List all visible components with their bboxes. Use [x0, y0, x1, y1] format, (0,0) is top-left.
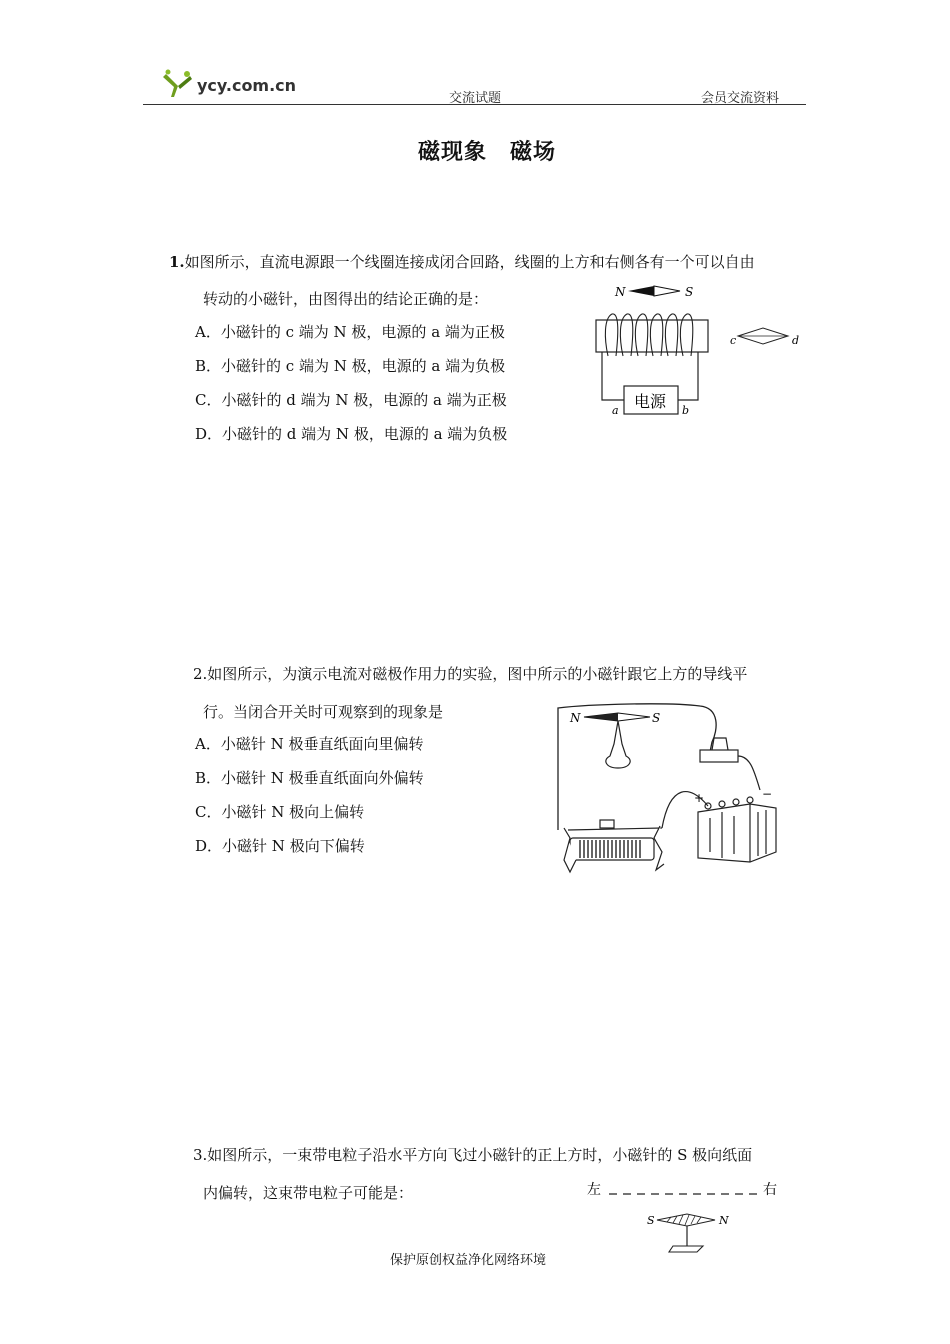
fig1-a-label: a — [612, 404, 619, 417]
fig1-source-label: 电源 — [634, 392, 667, 411]
fig1-top-needle-dark — [628, 286, 654, 296]
fig2-needle-dark-half — [584, 713, 618, 721]
fig1-c-label: c — [730, 334, 737, 347]
header-right-text: 会员交流资料 — [701, 91, 780, 106]
page-title: 磁现象 磁场 — [418, 140, 557, 165]
question-2-line-2: 行。当闭合开关时可观察到的现象是 — [203, 703, 444, 721]
question-2-figure — [550, 700, 790, 880]
question-1-option-c: C．小磁针的 d 端为 N 极，电源的 a 端为正极 — [195, 391, 507, 409]
question-2-option-c: C．小磁针 N 极向上偏转 — [195, 803, 365, 821]
fig3-s-label: S — [647, 1214, 655, 1227]
fig3-stand-base — [669, 1246, 703, 1252]
header-rule — [143, 104, 806, 105]
fig1-d-label: d — [792, 334, 800, 347]
fig2-compass-stand — [606, 721, 630, 768]
question-3-line-1: 3.如图所示，一束带电粒子沿水平方向飞过小磁针的正上方时，小磁针的 S 极向纸面 — [193, 1146, 753, 1164]
logo-text: ycy.com.cn — [197, 76, 297, 95]
question-1-option-b: B．小磁针的 c 端为 N 极，电源的 a 端为负极 — [195, 357, 506, 375]
question-2-option-a: A．小磁针 N 极垂直纸面向里偏转 — [195, 735, 424, 753]
fig3-left-label: 左 — [587, 1182, 601, 1198]
fig2-plus-label: + — [694, 791, 705, 805]
fig2-switch-lever — [712, 738, 728, 750]
question-1-text: 如图所示，直流电源跟一个线圈连接成闭合回路，线圈的上方和右侧各有一个可以自由 — [184, 253, 755, 271]
fig2-wire-switch-battery — [738, 756, 760, 790]
question-1-figure — [590, 278, 810, 420]
fig1-wire-left — [602, 352, 624, 400]
logo-icon — [163, 68, 193, 100]
question-1-option-d: D．小磁针的 d 端为 N 极，电源的 a 端为负极 — [195, 425, 508, 443]
fig3-needle — [657, 1214, 715, 1226]
question-3-line-2: 内偏转，这束带电粒子可能是： — [203, 1184, 414, 1202]
question-1-line-2: 转动的小磁针，由图得出的结论正确的是： — [203, 290, 489, 308]
question-1-number: 1. — [169, 253, 185, 271]
fig2-wire-top — [558, 704, 716, 830]
fig1-s-label: S — [685, 285, 694, 299]
header-center-text: 交流试题 — [449, 91, 502, 106]
fig2-rheostat — [564, 820, 664, 872]
fig3-right-label: 右 — [763, 1182, 777, 1198]
fig2-n-label: N — [570, 711, 581, 725]
fig2-minus-label: − — [762, 787, 773, 801]
fig1-coil-core — [596, 320, 708, 352]
fig1-b-label: b — [682, 404, 690, 417]
fig3-n-label: N — [719, 1214, 729, 1227]
question-1-line-1 — [169, 252, 755, 272]
question-2-option-b: B．小磁针 N 极垂直纸面向外偏转 — [195, 769, 424, 787]
footer-text: 保护原创权益净化网络环境 — [390, 1253, 547, 1268]
fig2-s-label: S — [652, 711, 661, 725]
question-2-line-1: 2.如图所示，为演示电流对磁极作用力的实验，图中所示的小磁针跟它上方的导线平 — [193, 665, 748, 683]
header — [0, 0, 950, 110]
fig2-battery — [698, 797, 776, 862]
fig1-n-label: N — [615, 285, 626, 299]
fig1-top-needle-light — [654, 286, 680, 296]
fig1-wire-right — [678, 352, 698, 400]
question-1-option-a: A．小磁针的 c 端为 N 极，电源的 a 端为正极 — [195, 323, 505, 341]
question-3-figure — [585, 1176, 795, 1260]
question-2-option-d: D．小磁针 N 极向下偏转 — [195, 837, 365, 855]
fig2-switch-base — [700, 750, 738, 762]
